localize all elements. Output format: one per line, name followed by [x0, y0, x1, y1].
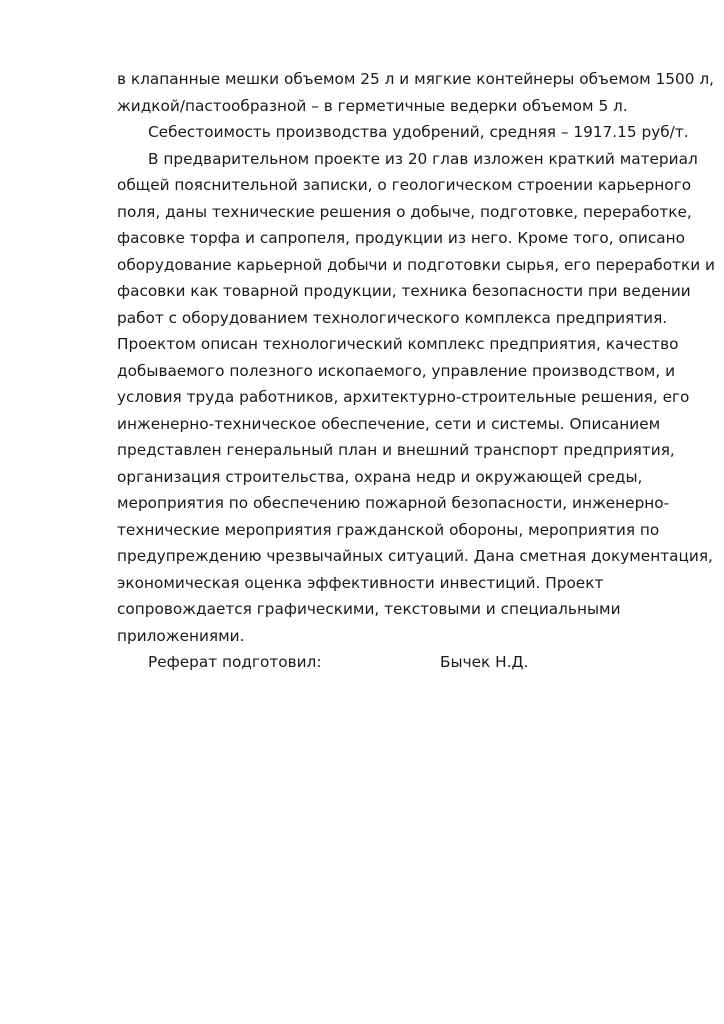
intro-line-2: жидкой/пастообразной – в герметичные ведерки объемом 5 л.	[117, 96, 628, 115]
summary-line-14: мероприятия по обеспечению пожарной безопасности, инженерно-	[117, 494, 670, 512]
summary-line-16: предупреждению чрезвычайных ситуаций. Дана сметная документация,	[117, 547, 713, 565]
summary-line-10: условия труда работников, архитектурно-строительные решения, его	[117, 388, 690, 406]
summary-line-6: фасовки как товарной продукции, техника безопасности при ведении	[117, 282, 691, 300]
summary-line-19: приложениями.	[117, 626, 245, 645]
summary-line-18: сопровождается графическими, текстовыми и специальными	[117, 600, 621, 618]
document-body	[117, 66, 715, 676]
signature-name: Бычек Н.Д.	[440, 653, 529, 671]
summary-line-2: общей пояснительной записки, о геологическом строении карьерного	[117, 176, 692, 194]
summary-line-12: представлен генеральный план и внешний транспорт предприятия,	[117, 441, 675, 459]
summary-line-8: Проектом описан технологический комплекс предприятия, качество	[117, 335, 679, 353]
summary-line-1: В предварительном проекте из 20 глав изложен краткий материал	[148, 149, 698, 168]
summary-line-7: работ с оборудованием технологического комплекса предприятия.	[117, 308, 668, 327]
summary-line-4: фасовке торфа и сапропеля, продукции из него. Кроме того, описано	[117, 229, 685, 247]
summary-line-9: добываемого полезного ископаемого, управление производством, и	[117, 361, 676, 380]
intro-line-1: в клапанные мешки объемом 25 л и мягкие контейнеры объемом 1500 л,	[117, 70, 714, 88]
summary-line-5: оборудование карьерной добычи и подготовки сырья, его переработки и	[117, 255, 715, 274]
signature-label: Реферат подготовил:	[148, 653, 322, 671]
summary-line-13: организация строительства, охрана недр и окружающей среды,	[117, 467, 643, 486]
summary-line-15: технические мероприятия гражданской обороны, мероприятия по	[117, 520, 660, 539]
summary-line-11: инженерно-техническое обеспечение, сети и системы. Описанием	[117, 414, 661, 433]
cost-line: Себестоимость производства удобрений, средняя – 1917.15 руб/т.	[148, 123, 689, 141]
summary-line-3: поля, даны технические решения о добыче, подготовке, переработке,	[117, 202, 692, 221]
signature-line	[117, 649, 677, 676]
summary-line-17: экономическая оценка эффективности инвестиций. Проект	[117, 573, 604, 592]
